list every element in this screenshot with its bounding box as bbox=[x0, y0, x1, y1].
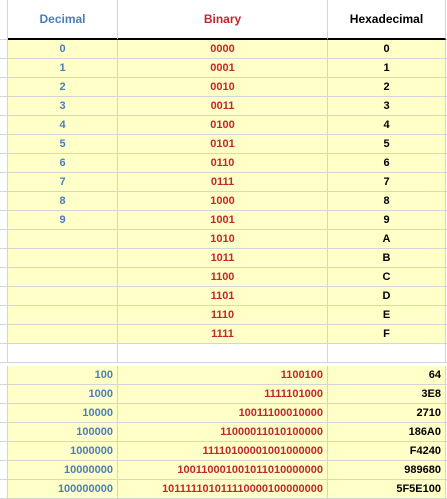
hex-cell[interactable]: 6 bbox=[328, 154, 446, 173]
hex-cell[interactable]: F4240 bbox=[328, 442, 446, 461]
cell[interactable] bbox=[0, 135, 8, 154]
table-row bbox=[0, 249, 447, 268]
binary-cell[interactable]: 101111101011110000100000000 bbox=[118, 480, 328, 499]
table-row bbox=[0, 40, 447, 59]
header-binary[interactable]: Binary bbox=[118, 0, 328, 40]
binary-cell[interactable]: 0100 bbox=[118, 116, 328, 135]
table-row bbox=[0, 287, 447, 306]
cell[interactable] bbox=[8, 344, 118, 363]
decimal-cell[interactable] bbox=[8, 287, 118, 306]
table-row bbox=[0, 325, 447, 344]
table-row bbox=[0, 135, 447, 154]
cell[interactable] bbox=[0, 249, 8, 268]
hex-cell[interactable]: A bbox=[328, 230, 446, 249]
cell[interactable] bbox=[0, 78, 8, 97]
cell[interactable] bbox=[0, 154, 8, 173]
table-row bbox=[0, 97, 447, 116]
decimal-cell[interactable]: 100000 bbox=[8, 423, 118, 442]
decimal-cell[interactable]: 1000 bbox=[8, 385, 118, 404]
decimal-cell[interactable]: 10000 bbox=[8, 404, 118, 423]
decimal-cell[interactable]: 7 bbox=[8, 173, 118, 192]
cell[interactable] bbox=[0, 423, 8, 442]
decimal-cell[interactable]: 5 bbox=[8, 135, 118, 154]
decimal-cell[interactable]: 1 bbox=[8, 59, 118, 78]
cell[interactable] bbox=[0, 404, 8, 423]
binary-cell[interactable]: 0111 bbox=[118, 173, 328, 192]
hex-cell[interactable]: 5 bbox=[328, 135, 446, 154]
hex-cell[interactable]: 64 bbox=[328, 366, 446, 385]
cell[interactable] bbox=[0, 97, 8, 116]
cell[interactable] bbox=[0, 442, 8, 461]
hex-cell[interactable]: 4 bbox=[328, 116, 446, 135]
header-hexadecimal[interactable]: Hexadecimal bbox=[328, 0, 446, 40]
header-row bbox=[0, 0, 447, 40]
binary-cell[interactable]: 100110001001011010000000 bbox=[118, 461, 328, 480]
cell[interactable] bbox=[0, 59, 8, 78]
table-row bbox=[0, 211, 447, 230]
decimal-cell[interactable]: 10000000 bbox=[8, 461, 118, 480]
table-row bbox=[0, 404, 447, 423]
decimal-cell[interactable]: 4 bbox=[8, 116, 118, 135]
header-decimal[interactable]: Decimal bbox=[8, 0, 118, 40]
table-row bbox=[0, 116, 447, 135]
hex-cell[interactable]: 989680 bbox=[328, 461, 446, 480]
table-row bbox=[0, 480, 447, 499]
binary-cell[interactable]: 0010 bbox=[118, 78, 328, 97]
decimal-cell[interactable]: 8 bbox=[8, 192, 118, 211]
cell[interactable] bbox=[0, 385, 8, 404]
binary-cell[interactable]: 0001 bbox=[118, 59, 328, 78]
decimal-cell[interactable] bbox=[8, 306, 118, 325]
binary-cell[interactable]: 1100100 bbox=[118, 366, 328, 385]
cell[interactable] bbox=[0, 268, 8, 287]
decimal-cell[interactable]: 0 bbox=[8, 40, 118, 59]
hex-cell[interactable]: 8 bbox=[328, 192, 446, 211]
decimal-cell[interactable]: 100000000 bbox=[8, 480, 118, 499]
decimal-cell[interactable]: 6 bbox=[8, 154, 118, 173]
binary-cell[interactable]: 10011100010000 bbox=[118, 404, 328, 423]
cell[interactable] bbox=[0, 192, 8, 211]
table-row bbox=[0, 423, 447, 442]
table-row bbox=[0, 461, 447, 480]
hex-cell[interactable]: 186A0 bbox=[328, 423, 446, 442]
cell[interactable] bbox=[0, 173, 8, 192]
binary-cell[interactable]: 0000 bbox=[118, 40, 328, 59]
cell[interactable] bbox=[0, 344, 8, 363]
binary-cell[interactable]: 1001 bbox=[118, 211, 328, 230]
table-row bbox=[0, 306, 447, 325]
cell[interactable] bbox=[0, 211, 8, 230]
binary-cell[interactable]: 0110 bbox=[118, 154, 328, 173]
cell[interactable] bbox=[0, 461, 8, 480]
hex-cell[interactable]: 2 bbox=[328, 78, 446, 97]
decimal-cell[interactable] bbox=[8, 230, 118, 249]
binary-cell[interactable]: 0011 bbox=[118, 97, 328, 116]
hex-cell[interactable]: 3E8 bbox=[328, 385, 446, 404]
hex-cell[interactable]: B bbox=[328, 249, 446, 268]
binary-cell[interactable]: 1101 bbox=[118, 287, 328, 306]
binary-cell[interactable]: 11000011010100000 bbox=[118, 423, 328, 442]
hex-cell[interactable]: 2710 bbox=[328, 404, 446, 423]
binary-cell[interactable]: 1100 bbox=[118, 268, 328, 287]
cell[interactable] bbox=[0, 306, 8, 325]
cell[interactable] bbox=[0, 480, 8, 499]
hex-cell[interactable]: 3 bbox=[328, 97, 446, 116]
table-row bbox=[0, 442, 447, 461]
cell[interactable] bbox=[328, 344, 446, 363]
table-row bbox=[0, 154, 447, 173]
hex-cell[interactable]: E bbox=[328, 306, 446, 325]
table-row bbox=[0, 366, 447, 385]
binary-cell[interactable]: 11110100001001000000 bbox=[118, 442, 328, 461]
decimal-cell[interactable]: 9 bbox=[8, 211, 118, 230]
binary-cell[interactable]: 1010 bbox=[118, 230, 328, 249]
binary-cell[interactable]: 1000 bbox=[118, 192, 328, 211]
table-row bbox=[0, 230, 447, 249]
cell[interactable] bbox=[0, 0, 8, 40]
hex-cell[interactable]: 7 bbox=[328, 173, 446, 192]
table-row bbox=[0, 173, 447, 192]
binary-cell[interactable]: 0101 bbox=[118, 135, 328, 154]
table-row bbox=[0, 59, 447, 78]
empty-row bbox=[0, 344, 447, 363]
decimal-cell[interactable]: 3 bbox=[8, 97, 118, 116]
binary-cell[interactable]: 1011 bbox=[118, 249, 328, 268]
binary-cell[interactable]: 1111101000 bbox=[118, 385, 328, 404]
binary-cell[interactable]: 1110 bbox=[118, 306, 328, 325]
decimal-cell[interactable]: 100 bbox=[8, 366, 118, 385]
binary-cell[interactable]: 1111 bbox=[118, 325, 328, 344]
decimal-cell[interactable]: 2 bbox=[8, 78, 118, 97]
table-row bbox=[0, 78, 447, 97]
cell[interactable] bbox=[0, 230, 8, 249]
cell[interactable] bbox=[0, 325, 8, 344]
hex-cell[interactable]: D bbox=[328, 287, 446, 306]
decimal-cell[interactable] bbox=[8, 249, 118, 268]
hex-cell[interactable]: F bbox=[328, 325, 446, 344]
hex-cell[interactable]: 1 bbox=[328, 59, 446, 78]
hex-cell[interactable]: 9 bbox=[328, 211, 446, 230]
cell[interactable] bbox=[118, 344, 328, 363]
cell[interactable] bbox=[0, 366, 8, 385]
cell[interactable] bbox=[0, 40, 8, 59]
cell[interactable] bbox=[0, 287, 8, 306]
table-row bbox=[0, 268, 447, 287]
decimal-cell[interactable] bbox=[8, 325, 118, 344]
hex-cell[interactable]: 5F5E100 bbox=[328, 480, 446, 499]
hex-cell[interactable]: 0 bbox=[328, 40, 446, 59]
table-row bbox=[0, 385, 447, 404]
cell[interactable] bbox=[0, 116, 8, 135]
decimal-cell[interactable] bbox=[8, 268, 118, 287]
hex-cell[interactable]: C bbox=[328, 268, 446, 287]
table-row bbox=[0, 192, 447, 211]
decimal-cell[interactable]: 1000000 bbox=[8, 442, 118, 461]
